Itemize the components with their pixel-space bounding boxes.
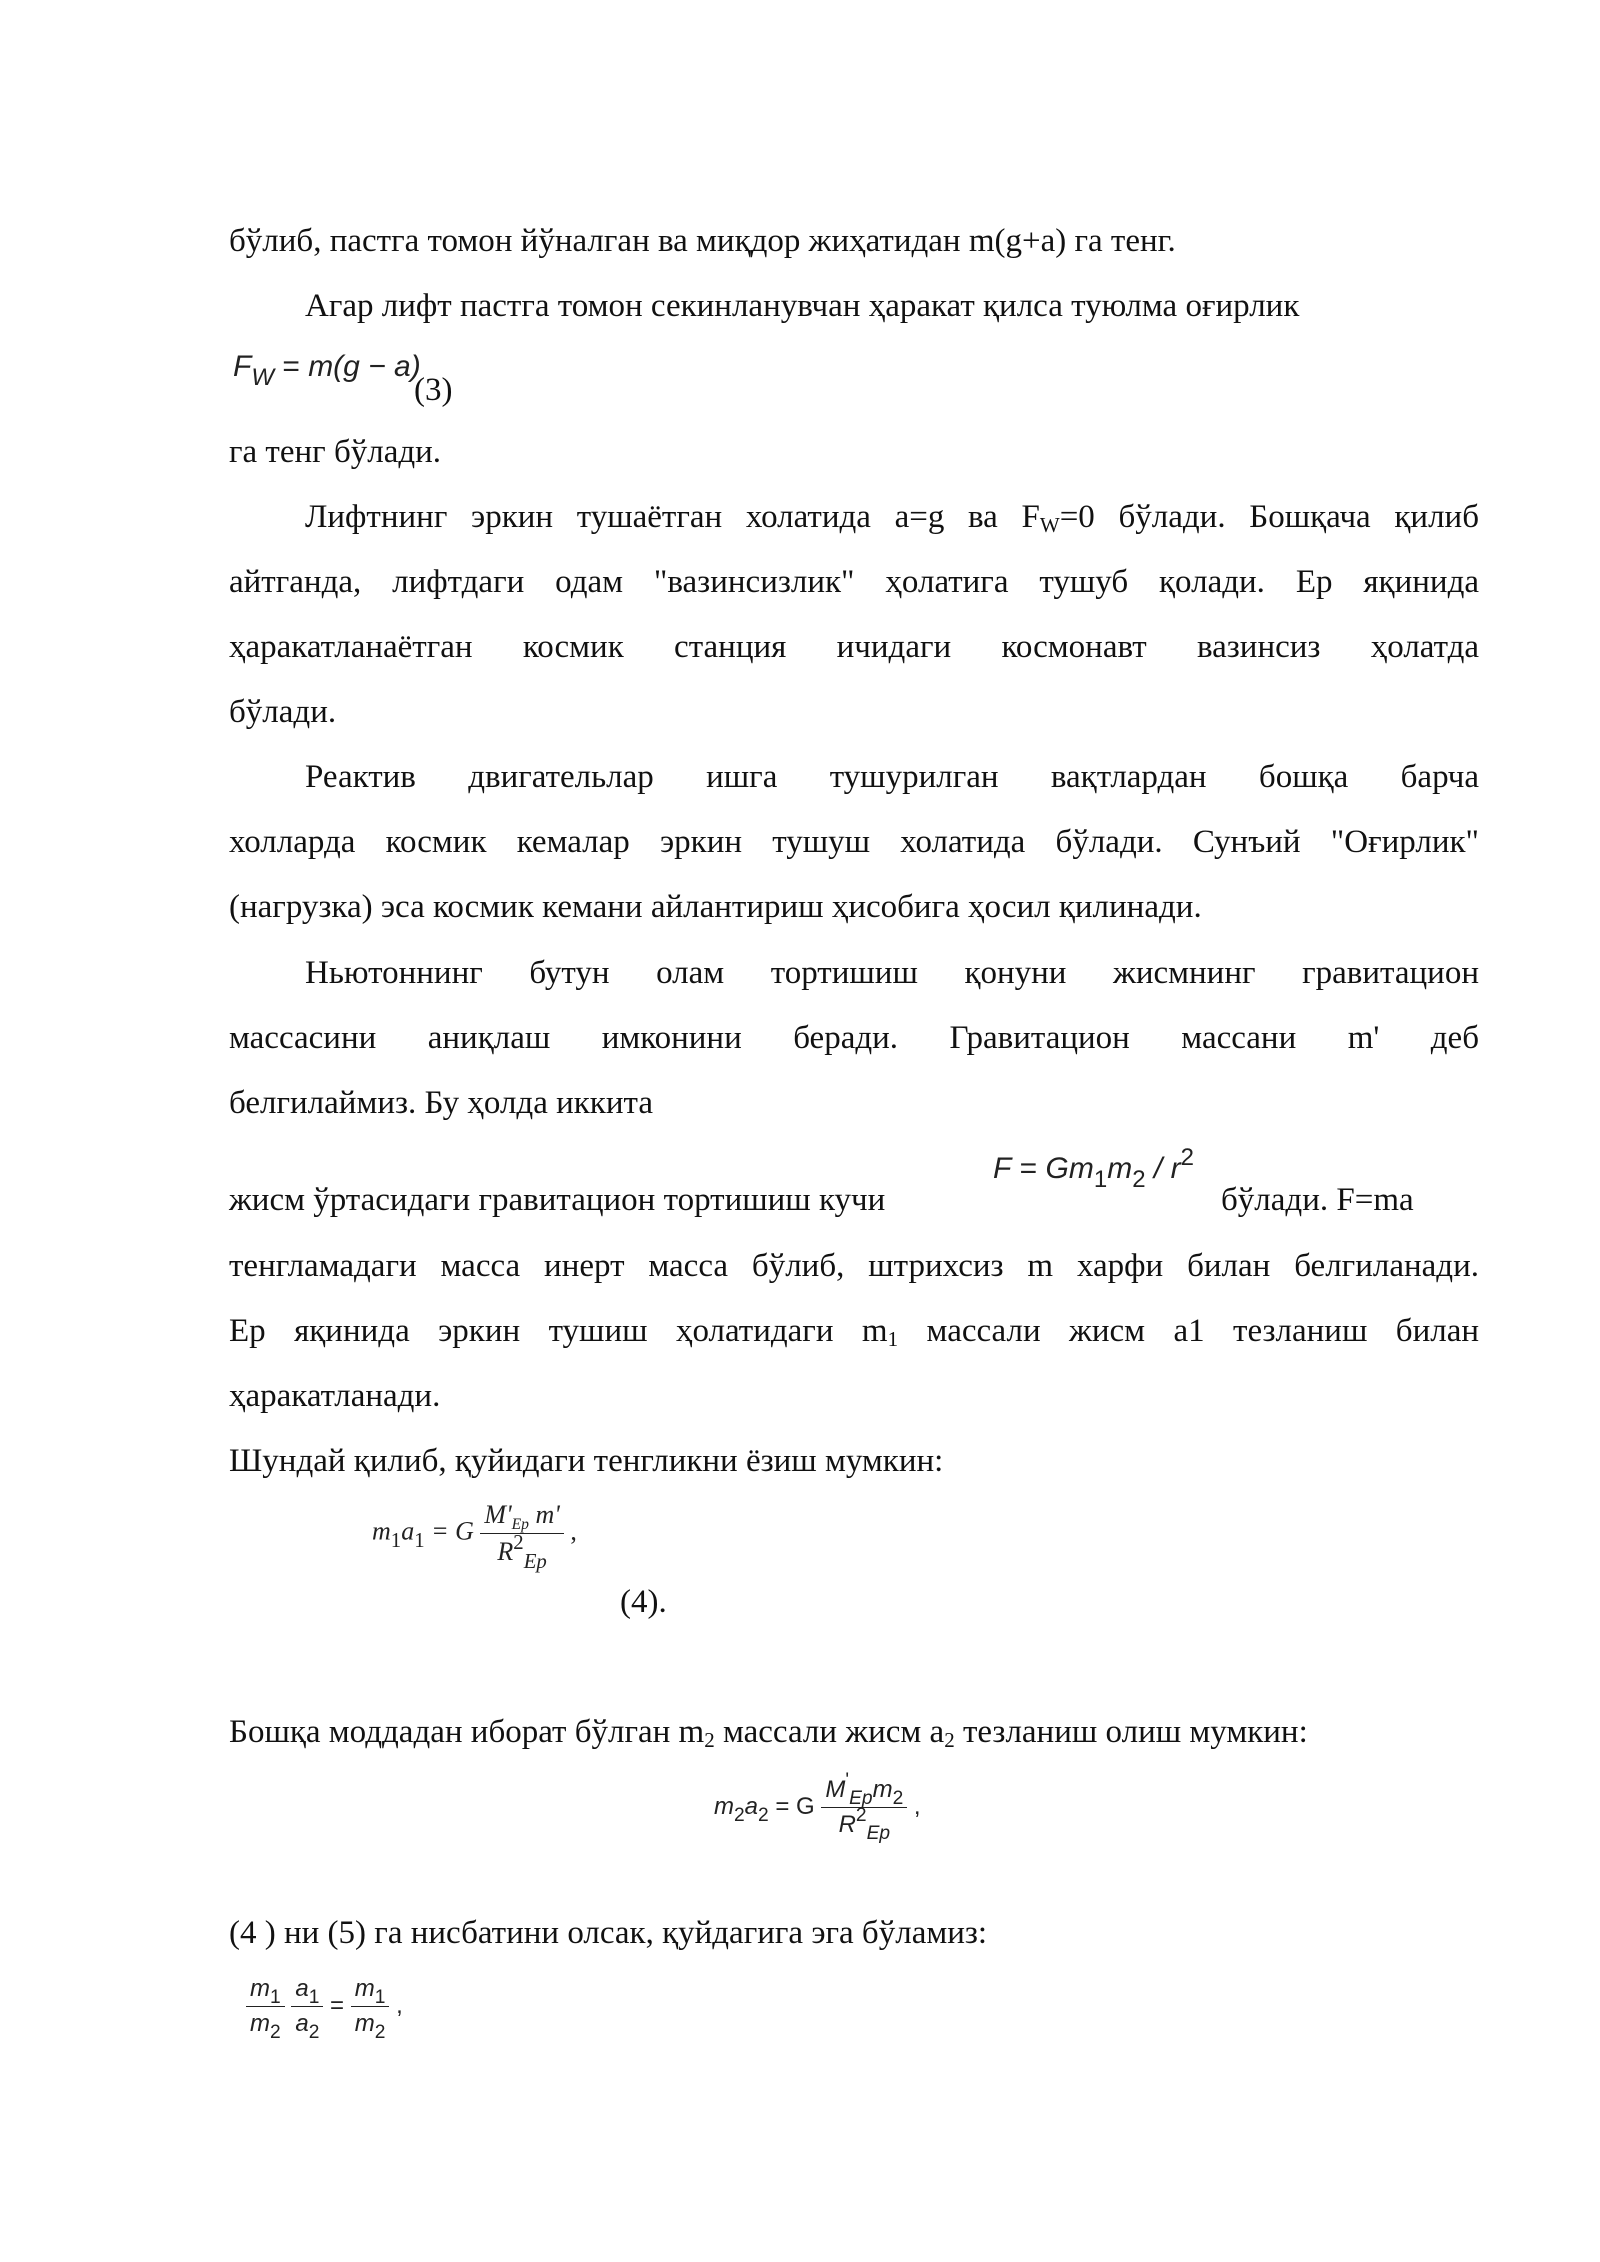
text-line: бўлади. [229, 694, 337, 730]
text-line: Ньютоннинг бутун олам тортишиш қонуни жисмнинг гравитацион [305, 955, 1479, 991]
equation-number: (3) [414, 372, 453, 408]
text-line: ҳаракатланаётган космик станция ичидаги космонавт вазинсиз ҳолатда [229, 629, 1479, 665]
equation-4: $m_1a_1 = G$ $\frac{M'_{Ep} m'}{R^2_{Ep}}$ , [372, 1500, 577, 1573]
text-line: (4 ) ни (5) га нисбатини олсак, қуйдагига эга бўламиз: [229, 1915, 988, 1951]
text-line: Агар лифт пастга томон секинланувчан ҳаракат қилса туюлма оғирлик [305, 288, 1300, 324]
text-line: Шундай қилиб, қуйидаги тенгликни ёзиш мумкин: [229, 1443, 944, 1479]
equation-5: $m_2a_2 = G$ $\frac{M'_{Ep}m_2}{R^2_{Ep}}$ , [714, 1770, 921, 1845]
equation-number: (4). [620, 1584, 667, 1620]
text-line: холларда космик кемалар эркин тушуш холатида бўлади. Сунъий "Оғирлик" [229, 824, 1479, 860]
text-line: бўлиб, пастга томон йўналган ва миқдор жиҳатидан m(g+a) га тенг. [229, 223, 1176, 259]
text-line: бўлади. F=ma [1221, 1182, 1414, 1218]
text-line: (нагрузка) эса космик кемани айлантириш ҳисобига ҳосил қилинади. [229, 889, 1202, 925]
text-line: Лифтнинг эркин тушаётган холатида a=g ва $F_W=0$ бўлади. Бошқача қилиб [305, 499, 1479, 537]
text-line: белгилаймиз. Бу ҳолда иккита [229, 1085, 653, 1121]
text-line: Ер яқинида эркин тушиш ҳолатидаги $m_1$ массали жисм а1 тезланиш билан [229, 1313, 1480, 1351]
text-line: Бошқа моддадан иборат бўлган $m_2$ массали жисм $a_2$ тезланиш олиш мумкин: [229, 1714, 1308, 1752]
text-line: айтганда, лифтдаги одам "вазинсизлик" ҳолатига тушуб қолади. Ер яқинида [229, 564, 1479, 600]
equation-3: $F_W = m(g - a)$ [233, 350, 421, 392]
mass-ratio-equation: $\frac{m_1}{m_2}$ $\frac{a_1}{a_2}$ = $\frac{m_1}{m_2}$ , [246, 1975, 403, 2038]
text-line: ҳаракатланади. [229, 1378, 441, 1414]
text-line: Реактив двигательлар ишга тушурилган вақтлардан бошқа барча [305, 759, 1479, 795]
text-line: га тенг бўлади. [229, 434, 442, 470]
text-line: массасини аниқлаш имконини беради. Гравитацион массани m' деб [229, 1020, 1479, 1056]
text-line: тенгламадаги масса инерт масса бўлиб, штрихсиз m харфи билан белгиланади. [229, 1248, 1479, 1284]
text-line: жисм ўртасидаги гравитацион тортишиш кучи [229, 1182, 886, 1218]
gravity-formula: $F = Gm_1m_2 / r^2$ [993, 1143, 1194, 1194]
